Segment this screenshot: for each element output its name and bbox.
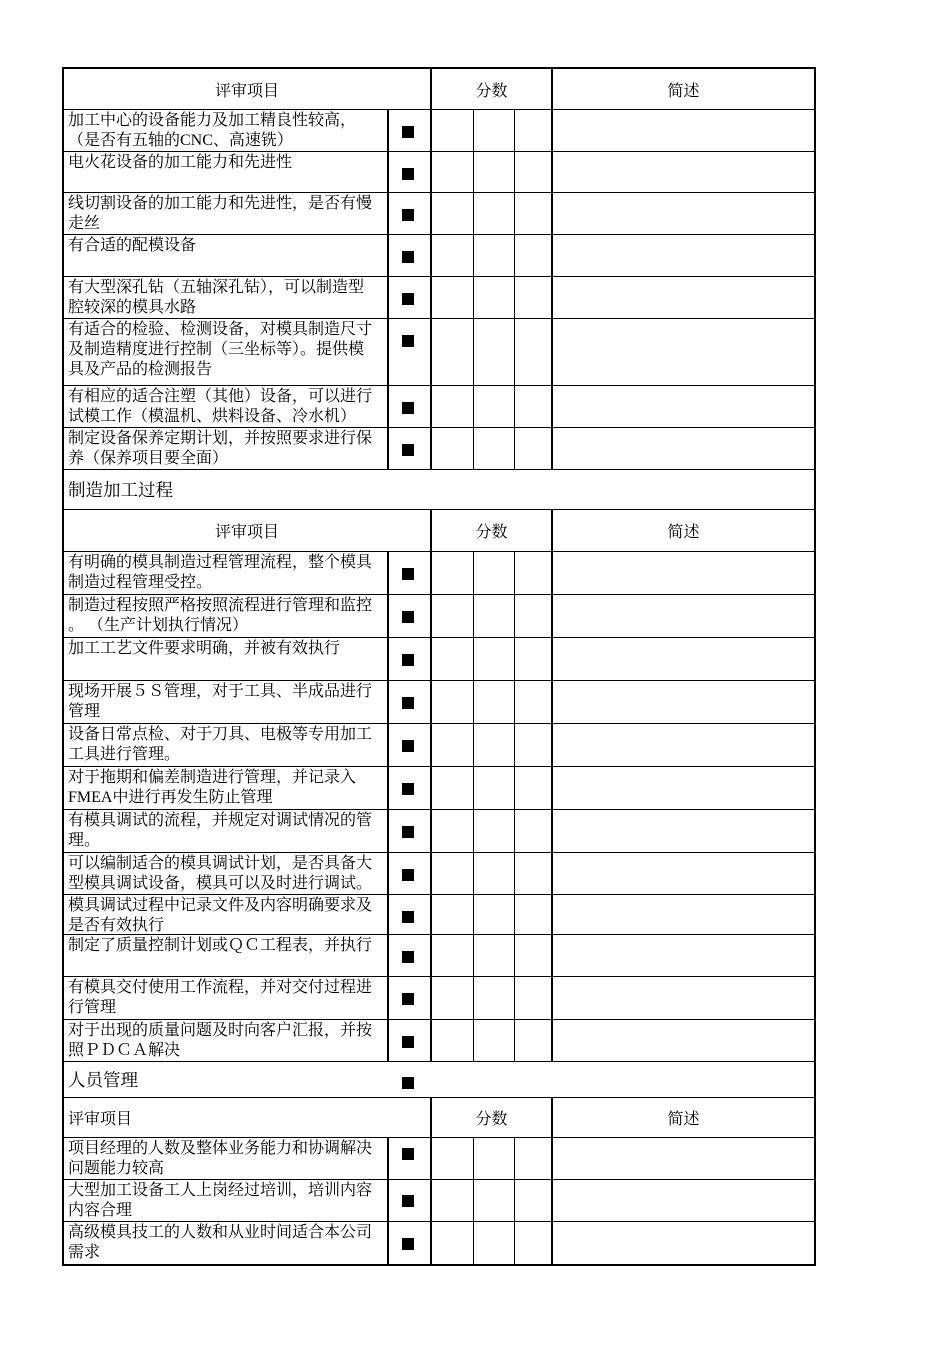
header-item-label: 评审项目 [64,1098,432,1137]
item-text: 可以编制适合的模具调试计划，是否具备大 型模具调试设备，模具可以及时进行调试。 [64,853,389,894]
score-cell [515,810,553,852]
score-cell [432,977,474,1019]
item-text: 有相应的适合注塑（其他）设备，可以进行 试模工作（模温机、烘料设备、冷水机） [64,386,389,427]
marker-cell [389,681,432,723]
score-cell [515,428,553,469]
score-cell [474,595,515,637]
table-row [64,724,814,767]
summary-cell [553,319,814,385]
table-row [64,935,814,977]
score-cell [515,110,553,151]
filled-square-icon [402,126,414,138]
summary-cell [553,152,814,192]
marker-cell [389,595,432,637]
score-cell [474,935,515,976]
filled-square-icon [402,168,414,180]
table-row [64,638,814,681]
table-row [64,319,814,386]
filled-square-icon [402,1077,414,1089]
marker-cell [389,638,432,680]
table-row [64,895,814,935]
item-text: 有模具调试的流程，并规定对调试情况的管 理。 [64,810,389,852]
item-text: 加工工艺文件要求明确，并被有效执行 [64,638,389,680]
header-score-label: 分数 [432,1098,553,1137]
score-cell [432,193,474,234]
score-cell [515,1138,553,1179]
item-text: 现场开展５Ｓ管理，对于工具、半成品进行 管理 [64,681,389,723]
score-cell [515,638,553,680]
item-text: 对于拖期和偏差制造进行管理，并记录入 FMEA中进行再发生防止管理 [64,767,389,809]
item-text: 有模具交付使用工作流程，并对交付过程进 行管理 [64,977,389,1019]
item-text: 有明确的模具制造过程管理流程，整个模具 制造过程管理受控。 [64,552,389,594]
filled-square-icon [402,402,414,414]
score-cell [515,595,553,637]
table-row [64,235,814,277]
section-title-row [64,470,814,510]
score-cell [474,319,515,385]
item-text: 加工中心的设备能力及加工精良性较高， （是否有五轴的CNC、高速铣） [64,110,389,151]
score-cell [432,386,474,427]
score-cell [432,428,474,469]
score-cell [432,895,474,934]
score-cell [474,152,515,192]
score-cell [515,277,553,318]
summary-cell [553,935,814,976]
table-row [64,853,814,895]
table-row [64,152,814,193]
marker-cell [389,552,432,594]
item-text: 项目经理的人数及整体业务能力和协调解决 问题能力较高 [64,1138,389,1179]
score-cell [515,724,553,766]
marker-cell [389,277,432,318]
score-cell [474,193,515,234]
score-cell [515,935,553,976]
filled-square-icon [402,740,414,752]
filled-square-icon [402,697,414,709]
summary-cell [553,595,814,637]
marker-cell [389,724,432,766]
score-cell [432,277,474,318]
score-cell [432,552,474,594]
marker-cell [389,767,432,809]
score-cell [474,638,515,680]
item-text: 制定设备保养定期计划，并按照要求进行保 养（保养项目要全面） [64,428,389,469]
table-row [64,767,814,810]
table-row [64,595,814,638]
score-cell [432,1222,474,1264]
filled-square-icon [402,568,414,580]
score-cell [432,152,474,192]
table-row [64,552,814,595]
summary-cell [553,235,814,276]
table-row [64,681,814,724]
filled-square-icon [402,611,414,623]
score-cell [432,638,474,680]
score-cell [432,235,474,276]
score-cell [515,767,553,809]
item-text: 制造过程按照严格按照流程进行管理和监控 。 （生产计划执行情况） [64,595,389,637]
summary-cell [553,681,814,723]
score-cell [474,895,515,934]
item-text: 大型加工设备工人上岗经过培训，培训内容 内容合理 [64,1180,389,1221]
score-cell [515,853,553,894]
marker-cell [389,386,432,427]
score-cell [432,1020,474,1061]
item-text: 有合适的配模设备 [64,235,389,276]
table-row [64,810,814,853]
table-row [64,193,814,235]
summary-cell [553,853,814,894]
score-cell [432,595,474,637]
score-cell [474,767,515,809]
table-row [64,428,814,470]
marker-cell [389,428,432,469]
table-row [64,386,814,428]
marker-cell [389,810,432,852]
filled-square-icon [402,335,414,347]
summary-cell [553,110,814,151]
marker-cell [389,319,432,385]
marker-cell [389,895,432,934]
summary-cell [553,386,814,427]
summary-cell [553,724,814,766]
score-cell [432,681,474,723]
score-cell [515,681,553,723]
score-cell [474,386,515,427]
marker-cell [389,235,432,276]
filled-square-icon [402,1238,414,1250]
filled-square-icon [402,911,414,923]
summary-cell [553,810,814,852]
table-header-row [64,69,814,110]
score-cell [474,810,515,852]
summary-cell [553,193,814,234]
score-cell [432,110,474,151]
table-row [64,277,814,319]
score-cell [515,895,553,934]
score-cell [515,235,553,276]
score-cell [474,1020,515,1061]
section-title: 人员管理 [68,1070,138,1090]
item-text: 模具调试过程中记录文件及内容明确要求及 是否有效执行 [64,895,389,934]
score-cell [474,277,515,318]
item-text: 电火花设备的加工能力和先进性 [64,152,389,192]
item-text: 线切割设备的加工能力和先进性，是否有慢 走丝 [64,193,389,234]
score-cell [432,767,474,809]
summary-cell [553,1180,814,1221]
filled-square-icon [402,993,414,1005]
table-row [64,1180,814,1222]
table-row [64,1138,814,1180]
score-cell [515,1020,553,1061]
score-cell [515,386,553,427]
marker-cell [389,1138,432,1179]
score-cell [432,1180,474,1221]
item-text: 有大型深孔钻（五轴深孔钻），可以制造型 腔较深的模具水路 [64,277,389,318]
table-row [64,1020,814,1062]
filled-square-icon [402,783,414,795]
score-cell [474,552,515,594]
summary-cell [553,1138,814,1179]
filled-square-icon [402,869,414,881]
item-text: 有适合的检验、检测设备，对模具制造尺寸 及制造精度进行控制（三坐标等）。提供模 具及产品的检测报告 [64,319,389,385]
filled-square-icon [402,251,414,263]
marker-cell [389,935,432,976]
score-cell [432,1138,474,1179]
score-cell [432,853,474,894]
summary-cell [553,428,814,469]
table-header-row [64,510,814,552]
score-cell [474,977,515,1019]
summary-cell [553,277,814,318]
score-cell [474,1138,515,1179]
score-cell [515,193,553,234]
score-cell [474,681,515,723]
table-header-row [64,1098,814,1138]
marker-cell [389,853,432,894]
header-summary-label: 简述 [667,524,700,541]
score-cell [474,110,515,151]
score-cell [515,319,553,385]
score-cell [515,1222,553,1264]
filled-square-icon [402,1036,414,1048]
score-cell [515,152,553,192]
summary-cell [553,977,814,1019]
table-row [64,1222,814,1264]
marker-cell [389,110,432,151]
item-text: 制定了质量控制计划或ＱＣ工程表，并执行 [64,935,389,976]
filled-square-icon [402,209,414,221]
filled-square-icon [402,826,414,838]
header-summary-label: 简述 [667,82,700,100]
score-cell [474,1180,515,1221]
score-cell [432,935,474,976]
filled-square-icon [402,1195,414,1207]
summary-cell [553,1222,814,1264]
score-cell [515,1180,553,1221]
score-cell [515,977,553,1019]
summary-cell [553,767,814,809]
score-cell [474,235,515,276]
item-text: 高级模具技工的人数和从业时间适合本公司 需求 [64,1222,389,1264]
score-cell [432,724,474,766]
filled-square-icon [402,293,414,305]
header-summary-label: 简述 [667,1111,700,1128]
header-item-label: 评审项目 [64,69,432,109]
table-row [64,110,814,152]
score-cell [432,319,474,385]
score-cell [432,810,474,852]
table-row [64,977,814,1020]
score-cell [515,552,553,594]
score-cell [474,853,515,894]
score-cell [474,428,515,469]
score-cell [474,724,515,766]
marker-cell [389,977,432,1019]
marker-cell [389,1180,432,1221]
summary-cell [553,552,814,594]
filled-square-icon [402,444,414,456]
summary-cell [553,638,814,680]
marker-cell [389,1222,432,1264]
item-text: 设备日常点检、对于刀具、电极等专用加工 工具进行管理。 [64,724,389,766]
summary-cell [553,895,814,934]
evaluation-table [62,67,816,1266]
filled-square-icon [402,1148,414,1160]
filled-square-icon [402,951,414,963]
marker-cell [389,193,432,234]
header-item-label: 评审项目 [64,510,432,551]
header-score-label: 分数 [432,69,553,109]
summary-cell [553,1020,814,1061]
section-title: 制造加工过程 [68,480,173,500]
header-score-label: 分数 [432,510,553,551]
item-text: 对于出现的质量问题及时向客户汇报，并按 照ＰＤＣＡ解决 [64,1020,389,1061]
section-title-row [64,1062,814,1098]
marker-cell [389,152,432,192]
marker-cell [389,1020,432,1061]
score-cell [474,1222,515,1264]
filled-square-icon [402,654,414,666]
